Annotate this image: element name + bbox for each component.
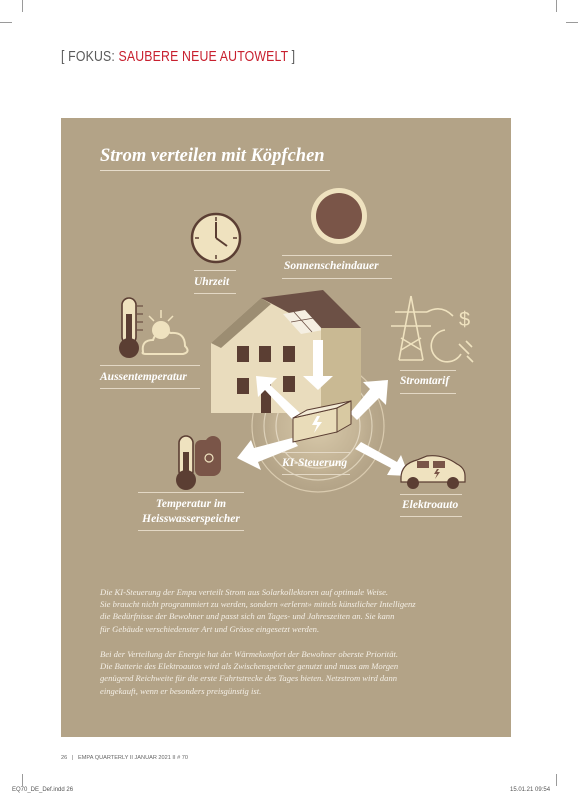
header-suffix: ] <box>288 48 296 65</box>
divider <box>194 293 236 294</box>
divider <box>138 492 244 493</box>
divider <box>194 270 236 271</box>
divider <box>282 452 350 453</box>
divider <box>400 494 462 495</box>
crop-mark <box>556 0 557 12</box>
page-footer <box>61 755 188 761</box>
house-solar-icon <box>211 290 361 413</box>
water-heater-icon <box>176 436 221 490</box>
label-tariff: Stromtarif <box>400 375 450 387</box>
divider <box>138 530 244 531</box>
label-clock: Uhrzeit <box>194 276 230 288</box>
divider <box>400 516 462 517</box>
body-paragraph-1 <box>100 586 480 635</box>
body-line: genügend Reichweite für die erste Fahrtstrecke des Tages bieten. Netzstrom wird dann <box>100 673 398 684</box>
body-line: eingekauft, wenn er besonders preisgünstig ist. <box>100 685 262 696</box>
crop-mark <box>22 774 23 786</box>
body-line: Bei der Verteilung der Energie hat der Wärmekomfort der Bewohner oberste Priorität. <box>100 649 399 659</box>
label-water-tank-line2: Heisswasserspeicher <box>142 513 240 525</box>
electric-car-icon <box>401 456 465 489</box>
infographic-title: Strom verteilen mit Köpfchen <box>100 146 325 166</box>
body-line: die Bedürfnisse der Bewohner und passt sich an Tages- und Jahreszeiten an. Sie kann <box>100 611 395 622</box>
section-header <box>61 48 295 65</box>
divider <box>400 370 456 371</box>
crop-mark <box>556 774 557 786</box>
thermometer-cloud-icon <box>119 298 188 358</box>
print-slug-file: EQ70_DE_Def.indd 26 <box>12 787 74 793</box>
divider <box>100 365 200 366</box>
divider <box>282 278 392 279</box>
power-tariff-icon <box>391 296 473 362</box>
header-prefix: [ FOKUS: <box>61 48 119 65</box>
title-divider <box>100 170 330 171</box>
crop-mark <box>0 22 12 23</box>
label-ai-control: KI-Steuerung <box>282 457 348 469</box>
sun-icon <box>311 188 367 244</box>
publication-info: EMPA QUARTERLY II JANUAR 2021 II # 70 <box>78 755 188 761</box>
footer-separator: | <box>71 755 74 761</box>
label-water-tank-line1: Temperatur im <box>155 498 227 510</box>
body-line: Sie braucht nicht programmiert zu werden, sondern «erlernt» mittels künstlicher Intelligenz <box>100 599 416 610</box>
body-line: Die Batterie des Elektroautos wird als Zwischenspeicher genutzt und muss am Morgen <box>100 661 399 672</box>
clock-icon <box>192 214 240 262</box>
crop-mark <box>566 22 578 23</box>
label-outside-temp: Aussentemperatur <box>100 371 187 383</box>
body-paragraph-2 <box>100 648 480 697</box>
divider <box>282 255 392 256</box>
label-ev: Elektroauto <box>402 499 459 511</box>
divider <box>100 388 200 389</box>
print-slug-date: 15.01.21 09:54 <box>510 787 551 793</box>
divider <box>400 393 456 394</box>
label-water-tank <box>136 497 246 527</box>
dollar-sign: $ <box>459 309 471 331</box>
body-line: Die KI-Steuerung der Empa verteilt Strom aus Solarkollektoren auf optimale Weise. <box>100 587 389 597</box>
body-line: für Gebäude verschiedenster Art und Grösse eingesetzt werden. <box>100 623 320 634</box>
divider <box>282 474 350 475</box>
label-sunshine: Sonnenscheindauer <box>284 260 379 272</box>
crop-mark <box>22 0 23 12</box>
page-number: 26 <box>61 755 68 761</box>
header-highlight: SAUBERE NEUE AUTOWELT <box>118 48 289 65</box>
